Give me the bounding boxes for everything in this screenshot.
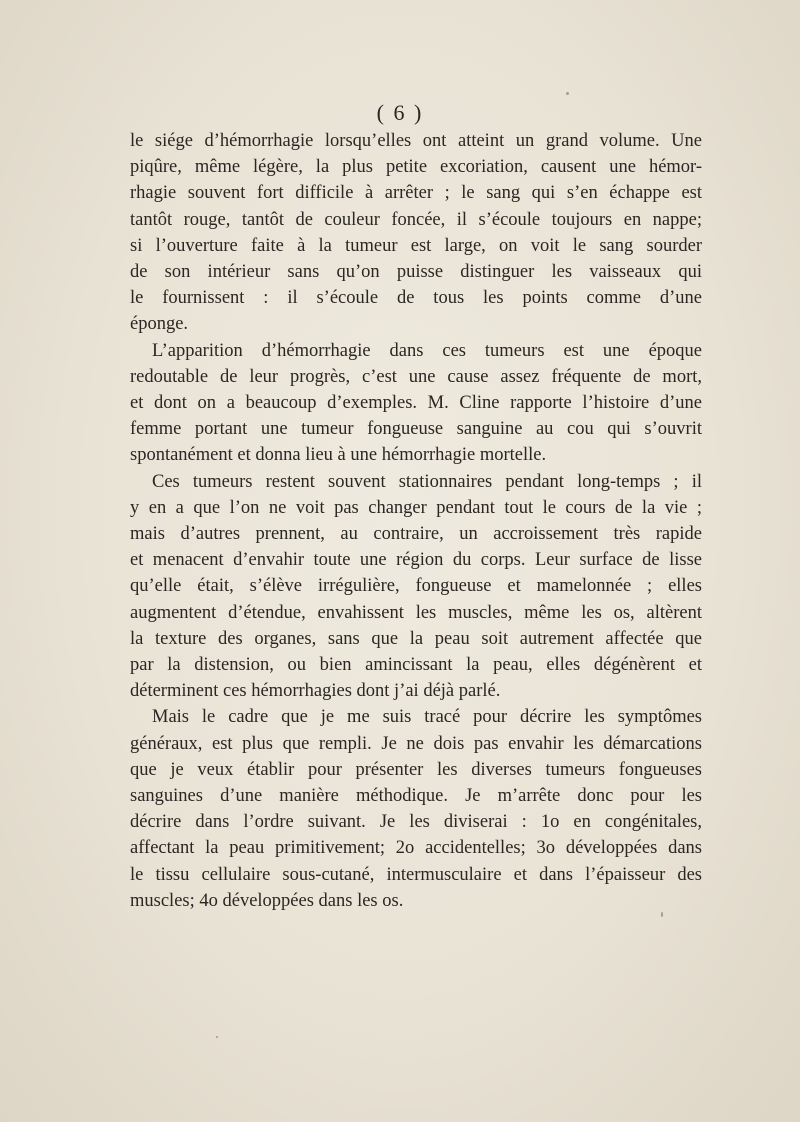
paper-speck <box>661 912 663 917</box>
text-line: le fournissent : il s’écoule de tous les points comme d’une <box>130 288 702 309</box>
text-line: augmentent d’étendue, envahissent les muscles, même les os, altèrent <box>130 602 702 623</box>
text-line: éponge. <box>130 314 189 335</box>
text-line: tantôt rouge, tantôt de couleur foncée, il s’écoule toujours en nappe; <box>130 209 702 230</box>
text-line: redoutable de leur progrès, c’est une cause assez fréquente de mort, <box>130 366 702 387</box>
text-line: Mais le cadre que je me suis tracé pour décrire les symptômes <box>152 707 702 728</box>
paper-speck <box>216 1036 218 1038</box>
text-line: mais d’autres prennent, au contraire, un accroissement très rapide <box>130 524 702 545</box>
paper-speck <box>566 92 569 95</box>
text-line: généraux, est plus que rempli. Je ne dois pas envahir les démarcations <box>130 733 702 754</box>
text-line: décrire dans l’ordre suivant. Je les diviserai : 1o en congénitales, <box>130 812 702 833</box>
text-line: le siége d’hémorrhagie lorsqu’elles ont atteint un grand volume. Une <box>130 131 702 151</box>
text-line: par la distension, ou bien amincissant la peau, elles dégénèrent et <box>130 655 702 676</box>
text-line: L’apparition d’hémorrhagie dans ces tumeurs est une époque <box>152 340 702 361</box>
page-number: ( 6 ) <box>376 100 424 125</box>
text-line: le tissu cellulaire sous-cutané, intermusculaire et dans l’épaisseur des <box>130 864 702 885</box>
text-line: spontanément et donna lieu à une hémorrhagie mortelle. <box>130 445 547 466</box>
text-line: piqûre, même légère, la plus petite excoriation, causent une hémor- <box>130 157 702 178</box>
text-line: et menacent d’envahir toute une région du corps. Leur surface de lisse <box>130 550 702 571</box>
text-line: sanguines d’une manière méthodique. Je m’arrête donc pour les <box>130 786 702 807</box>
text-line: la texture des organes, sans que la peau soit autrement affectée que <box>130 628 702 649</box>
text-line: et dont on a beaucoup d’exemples. M. Cline rapporte l’histoire d’une <box>130 393 702 414</box>
body-text <box>130 128 702 914</box>
text-line: Ces tumeurs restent souvent stationnaires pendant long-temps ; il <box>152 471 702 492</box>
text-line: si l’ouverture faite à la tumeur est large, on voit le sang sourder <box>130 235 702 256</box>
text-line: rhagie souvent fort difficile à arrêter ; le sang qui s’en échappe est <box>130 183 702 204</box>
text-line: déterminent ces hémorrhagies dont j’ai déjà parlé. <box>130 681 501 702</box>
text-line: que je veux établir pour présenter les diverses tumeurs fongueuses <box>130 759 702 780</box>
text-line: affectant la peau primitivement; 2o accidentelles; 3o développées dans <box>130 838 702 859</box>
text-line: y en a que l’on ne voit pas changer pendant tout le cours de la vie ; <box>130 497 702 518</box>
text-line: muscles; 4o développées dans les os. <box>130 890 404 911</box>
text-line: qu’elle était, s’élève irrégulière, fongueuse et mamelonnée ; elles <box>130 576 702 597</box>
text-line: de son intérieur sans qu’on puisse distinguer les vaisseaux qui <box>130 262 702 283</box>
text-line: femme portant une tumeur fongueuse sanguine au cou qui s’ouvrit <box>130 419 702 440</box>
